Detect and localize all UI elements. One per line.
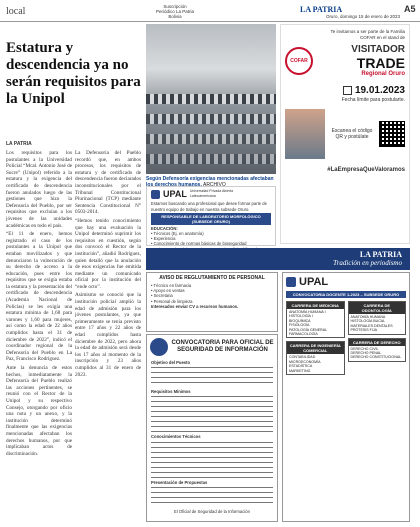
issue-date: Oruro, domingo 15 de enero de 2023	[325, 14, 400, 19]
upal-logo-icon	[151, 190, 160, 199]
article-photo	[146, 24, 276, 174]
qr-code-icon	[379, 121, 405, 147]
career-box: CARRERA DE ODONTOLOGÍA ANATOMÍA HUMANA HISTOLOGÍA BUCAL MATERIALES DENTALES PRÓTESIS FIJA	[348, 301, 407, 335]
career-box: CARRERA DE DERECHO DERECHO CIVIL DERECHO PENAL DERECHO CONSTITUCIONAL	[348, 338, 407, 362]
la-patria-banner: LA PATRIA Tradición en periodismo	[146, 248, 410, 270]
page-number: A5	[404, 4, 416, 14]
calendar-icon	[343, 86, 352, 95]
page-header	[0, 0, 420, 22]
newspaper-logo: LA PATRIA	[300, 5, 343, 14]
upal-job-ad: UPAL Universidad Privada Abierta Latinoamericana Estamos buscando una profesional que desee formar parte de nuestro equipo de trabajo en nuestra subsede Oruro. RESPONSABLE DE LABORATORIO MORFOLÓGICO (SUBSEDE ORURO) EDUCACIÓN: • Técnicos (Ej. en anatomía) • Experiencia • Conocimiento de normas básicas de bioseguridad	[146, 186, 276, 246]
photo-caption: Según Defensoría exigencias mencionadas afectaban los derechos humanos. ARCHIVO	[146, 176, 274, 188]
company-logo	[150, 338, 168, 356]
section-label: local	[6, 6, 26, 17]
article-headline: Estatura y descendencia ya no serán requisitos para la Unipol	[6, 40, 141, 107]
sponsor-note: Suscripción Periódico La Patria Bolivia	[155, 4, 195, 19]
career-box: CARRERA DE INGENIERÍA COMERCIAL CONTABILIDAD MICROECONOMÍA ESTADÍSTICA MARKETING	[286, 341, 345, 375]
person-photo	[285, 109, 325, 159]
upal-logo-icon	[286, 277, 296, 287]
cofar-ad: Te invitamos a ser parte de la Familia COFAR en el stand de COFAR VISITADOR TRADE Regional Oruro 19.01.2023 Fecha límite para postularte. Escanea el código QR y postúlate #LaEmpresaQueValoramos	[280, 24, 410, 244]
career-box: CARRERA DE MEDICINA ANATOMÍA HUMANA I HISTOLOGÍA I BIOQUÍMICA FISIOLOGÍA PATOLOGÍA GENERAL FARMACOLOGÍA	[286, 301, 345, 338]
security-officer-call: CONVOCATORIA PARA OFICIAL DE SEGURIDAD DE INFORMACIÓN Objetivo del Puesto Requisitos Mínimos Conocimientos Técnicos Presentación de Propuestas El Oficial de Seguridad de la Información	[146, 334, 278, 522]
recruitment-notice: AVISO DE REGLUTAMIENTO DE PERSONAL • Técnico en farmacia • Apoyo en ventas • Secretaria • Personal de limpieza Interesados enviar CV a recursos humanos.	[146, 272, 278, 332]
cofar-logo: COFAR	[285, 47, 313, 75]
article-column-2: La Defensoría del Pueblo recordó que, en ambos procesos, los requisitos de estatura y de certificado de descendencia fueron declarados inconstitucionales por el Tribunal Constitucional Plurinacional (TCP) mediante Sentencia Constitucional N° 0503-2014. “Hemos tenido conocimiento que hay una evaluación la Unipol determinó suprimir los requisitos en cuestión, según dos convocó el Rector de la institución”, añadió Rodríguez, quien detalló que la anulación de esos exigencias fue emitida mediante un comunicado oficial por la institución del “ende octo”. Asimismo se conoció que la institución policial amplió la edad de admisión para los jóvenes postulantes, ya que primeramente se tenía previsto entre 17 años y 22 años de edad cumplidos hasta diciembre de 2022, pero ahora la edad de admisión será desde los 17 años al momento de la inscripción y 23 años cumplidos al 31 de enero de 2023.	[75, 150, 141, 378]
article-byline: LA PATRIA	[6, 141, 32, 147]
article-column-1: Los requisitos para los postulantes a la Universidad Policial “Mcal. Antonio José de Sucre” (Unipol) referido a la estatura y la exigencia del certificado de descendencia fueron anulados luego de las gestiones que hizo la Defensoría del Pueblo, por ser requisitos que excluían a los jóvenes de las unidades académicas en todo el país. “El 11 de enero, hemos registrado el caso de los postulantes a la Unipol que estaban movilizados y que denunciaron la vulneración de su derecho de acceso a la educación, pues entre los requisitos que se exigía estaba la estatura y la presentación del certificado de descendencia (Academia Nacional de Policías) se les exigía una estatura mínima de 1,68 para varones y 1,60 para mujeres, así como la edad de 22 años cumplidos hasta el 31 de diciembre de 2022”, indicó el coordinador regional de la Defensoría del Pueblo en La Paz, Francisco Rodríguez. Ante la denuncia de estos hechos, inmediatamente la Defensoría del Pueblo realizó las acciones pertinentes, se reunió con el Rector de la Unipol y su respectivo Consejo, otorgando por oficio una nota y un anexo, y la institución determinó finalmente que las exigencias mencionadas afectaban los derechos humanos, por que implicaban actos de discriminación.	[6, 150, 72, 457]
upal-teacher-call: UPAL CONVOCATORIA DOCENTE 1-2023 – SUBSEDE ORURO CARRERA DE MEDICINA ANATOMÍA HUMANA I HISTOLOGÍA I BIOQUÍMICA FISIOLOGÍA PATOLOGÍA GENERAL FARMACOLOGÍA CARRERA DE INGENIERÍA COMERCIAL CONTABILIDAD MICROECONOMÍA ESTADÍSTICA MARKETING CARRERA DE ODONTOLOGÍA ANATOMÍA HUMANA HISTOLOGÍA BUCAL MATERIALES DENTALES PRÓTESIS FIJA CARRERA DE DERECHO DERECHO CIVIL DERECHO PENAL DERECHO CONSTITUCIONAL	[282, 272, 410, 522]
